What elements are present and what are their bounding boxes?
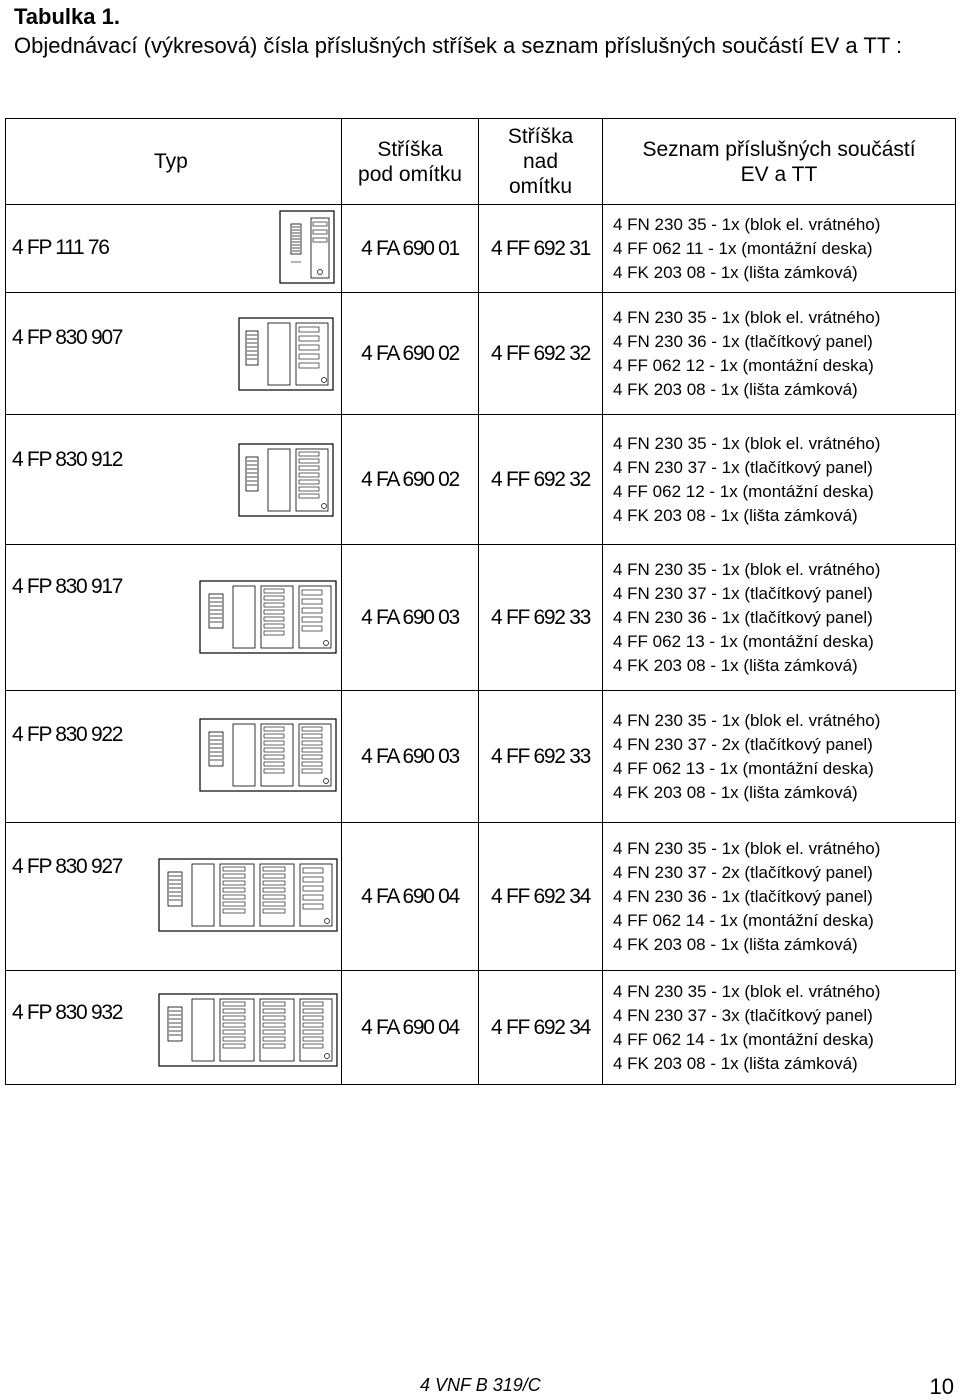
- panel-drawing-svg: [238, 317, 334, 391]
- parts-cell: [603, 823, 956, 971]
- type-cell: [6, 545, 342, 691]
- table-row: [6, 971, 956, 1085]
- panel-drawing-svg: [158, 993, 338, 1067]
- surface-cover-code: 4 FF 692 33: [479, 545, 603, 691]
- type-code: 4 FP 111 76: [12, 236, 109, 259]
- type-cell: [6, 823, 342, 971]
- panel-drawing: [199, 580, 337, 654]
- surface-cover-code: 4 FF 692 32: [479, 293, 603, 415]
- list-item: 4 FN 230 35 - 1x (blok el. vrátného): [613, 433, 881, 453]
- list-item: 4 FK 203 08 - 1x (lišta zámková): [613, 934, 858, 954]
- panel-drawing: [199, 718, 337, 792]
- parts-cell: [603, 205, 956, 293]
- table-row: [6, 691, 956, 823]
- surface-cover-code: 4 FF 692 33: [479, 691, 603, 823]
- list-item: 4 FN 230 36 - 1x (tlačítkový panel): [613, 607, 873, 627]
- table-heading: Tabulka 1.: [14, 4, 120, 29]
- type-cell: [6, 691, 342, 823]
- surface-cover-code: 4 FF 692 34: [479, 971, 603, 1085]
- flush-cover-code: 4 FA 690 02: [342, 293, 479, 415]
- list-item: 4 FF 062 12 - 1x (montážní deska): [613, 481, 874, 501]
- list-item: 4 FN 230 37 - 2x (tlačítkový panel): [613, 862, 873, 882]
- panel-drawing-svg: [158, 858, 338, 932]
- list-item: 4 FF 062 12 - 1x (montážní deska): [613, 355, 874, 375]
- list-item: 4 FK 203 08 - 1x (lišta zámková): [613, 262, 858, 282]
- surface-cover-code: 4 FF 692 34: [479, 823, 603, 971]
- panel-drawing: [238, 317, 334, 391]
- panel-drawing-svg: [238, 443, 334, 517]
- flush-cover-code: 4 FA 690 01: [342, 205, 479, 293]
- list-item: 4 FF 062 13 - 1x (montážní deska): [613, 631, 874, 651]
- type-cell: [6, 293, 342, 415]
- panel-drawing: [279, 210, 335, 284]
- list-item: 4 FF 062 11 - 1x (montážní deska): [613, 238, 873, 258]
- parts-cell: [603, 971, 956, 1085]
- table-header-row: [6, 119, 956, 205]
- list-item: 4 FN 230 37 - 1x (tlačítkový panel): [613, 457, 873, 477]
- list-item: 4 FK 203 08 - 1x (lišta zámková): [613, 505, 858, 525]
- list-item: 4 FF 062 14 - 1x (montážní deska): [613, 1029, 874, 1049]
- parts-cell: [603, 293, 956, 415]
- list-item: 4 FK 203 08 - 1x (lišta zámková): [613, 1053, 858, 1073]
- list-item: 4 FK 203 08 - 1x (lišta zámková): [613, 782, 858, 802]
- header-type: Typ: [6, 119, 342, 205]
- header-surface-cover: Stříška nad omítku: [479, 119, 603, 205]
- ordering-table: [5, 118, 956, 1085]
- list-item: 4 FN 230 37 - 1x (tlačítkový panel): [613, 583, 873, 603]
- list-item: 4 FN 230 37 - 2x (tlačítkový panel): [613, 734, 873, 754]
- surface-cover-code: 4 FF 692 32: [479, 415, 603, 545]
- list-item: 4 FN 230 35 - 1x (blok el. vrátného): [613, 838, 881, 858]
- table-row: [6, 415, 956, 545]
- type-cell: [6, 415, 342, 545]
- header-parts-list: Seznam příslušných součástí EV a TT: [603, 119, 956, 205]
- list-item: 4 FN 230 36 - 1x (tlačítkový panel): [613, 331, 873, 351]
- list-item: 4 FN 230 35 - 1x (blok el. vrátného): [613, 559, 881, 579]
- list-item: 4 FN 230 37 - 3x (tlačítkový panel): [613, 1005, 873, 1025]
- list-item: 4 FF 062 13 - 1x (montážní deska): [613, 758, 874, 778]
- parts-cell: [603, 691, 956, 823]
- panel-drawing-svg: [199, 580, 337, 654]
- type-code: 4 FP 830 912: [12, 448, 123, 471]
- type-cell: [6, 205, 342, 293]
- list-item: 4 FN 230 35 - 1x (blok el. vrátného): [613, 307, 881, 327]
- type-code: 4 FP 830 927: [12, 855, 123, 878]
- table-row: [6, 823, 956, 971]
- panel-drawing: [158, 858, 338, 932]
- flush-cover-code: 4 FA 690 02: [342, 415, 479, 545]
- type-code: 4 FP 830 907: [12, 326, 123, 349]
- panel-drawing: [158, 993, 338, 1067]
- type-cell: [6, 971, 342, 1085]
- type-code: 4 FP 830 917: [12, 575, 123, 598]
- page-number: 10: [929, 1374, 954, 1399]
- list-item: 4 FK 203 08 - 1x (lišta zámková): [613, 655, 858, 675]
- parts-cell: [603, 415, 956, 545]
- document-code: 4 VNF B 319/C: [420, 1375, 541, 1395]
- type-code: 4 FP 830 922: [12, 723, 123, 746]
- flush-cover-code: 4 FA 690 04: [342, 971, 479, 1085]
- list-item: 4 FF 062 14 - 1x (montážní deska): [613, 910, 874, 930]
- list-item: 4 FN 230 35 - 1x (blok el. vrátného): [613, 214, 881, 234]
- table-row: [6, 545, 956, 691]
- list-item: 4 FN 230 36 - 1x (tlačítkový panel): [613, 886, 873, 906]
- flush-cover-code: 4 FA 690 03: [342, 691, 479, 823]
- panel-drawing-svg: [279, 210, 335, 284]
- surface-cover-code: 4 FF 692 31: [479, 205, 603, 293]
- panel-drawing-svg: [199, 718, 337, 792]
- list-item: 4 FK 203 08 - 1x (lišta zámková): [613, 379, 858, 399]
- parts-cell: [603, 545, 956, 691]
- table-row: [6, 293, 956, 415]
- list-item: 4 FN 230 35 - 1x (blok el. vrátného): [613, 981, 881, 1001]
- panel-drawing: [238, 443, 334, 517]
- flush-cover-code: 4 FA 690 04: [342, 823, 479, 971]
- type-code: 4 FP 830 932: [12, 1001, 123, 1024]
- flush-cover-code: 4 FA 690 03: [342, 545, 479, 691]
- table-caption: Objednávací (výkresová) čísla příslušných stříšek a seznam příslušných součástí EV a TT :: [14, 33, 903, 58]
- header-flush-cover: Stříška pod omítku: [342, 119, 479, 205]
- table-row: [6, 205, 956, 293]
- list-item: 4 FN 230 35 - 1x (blok el. vrátného): [613, 710, 881, 730]
